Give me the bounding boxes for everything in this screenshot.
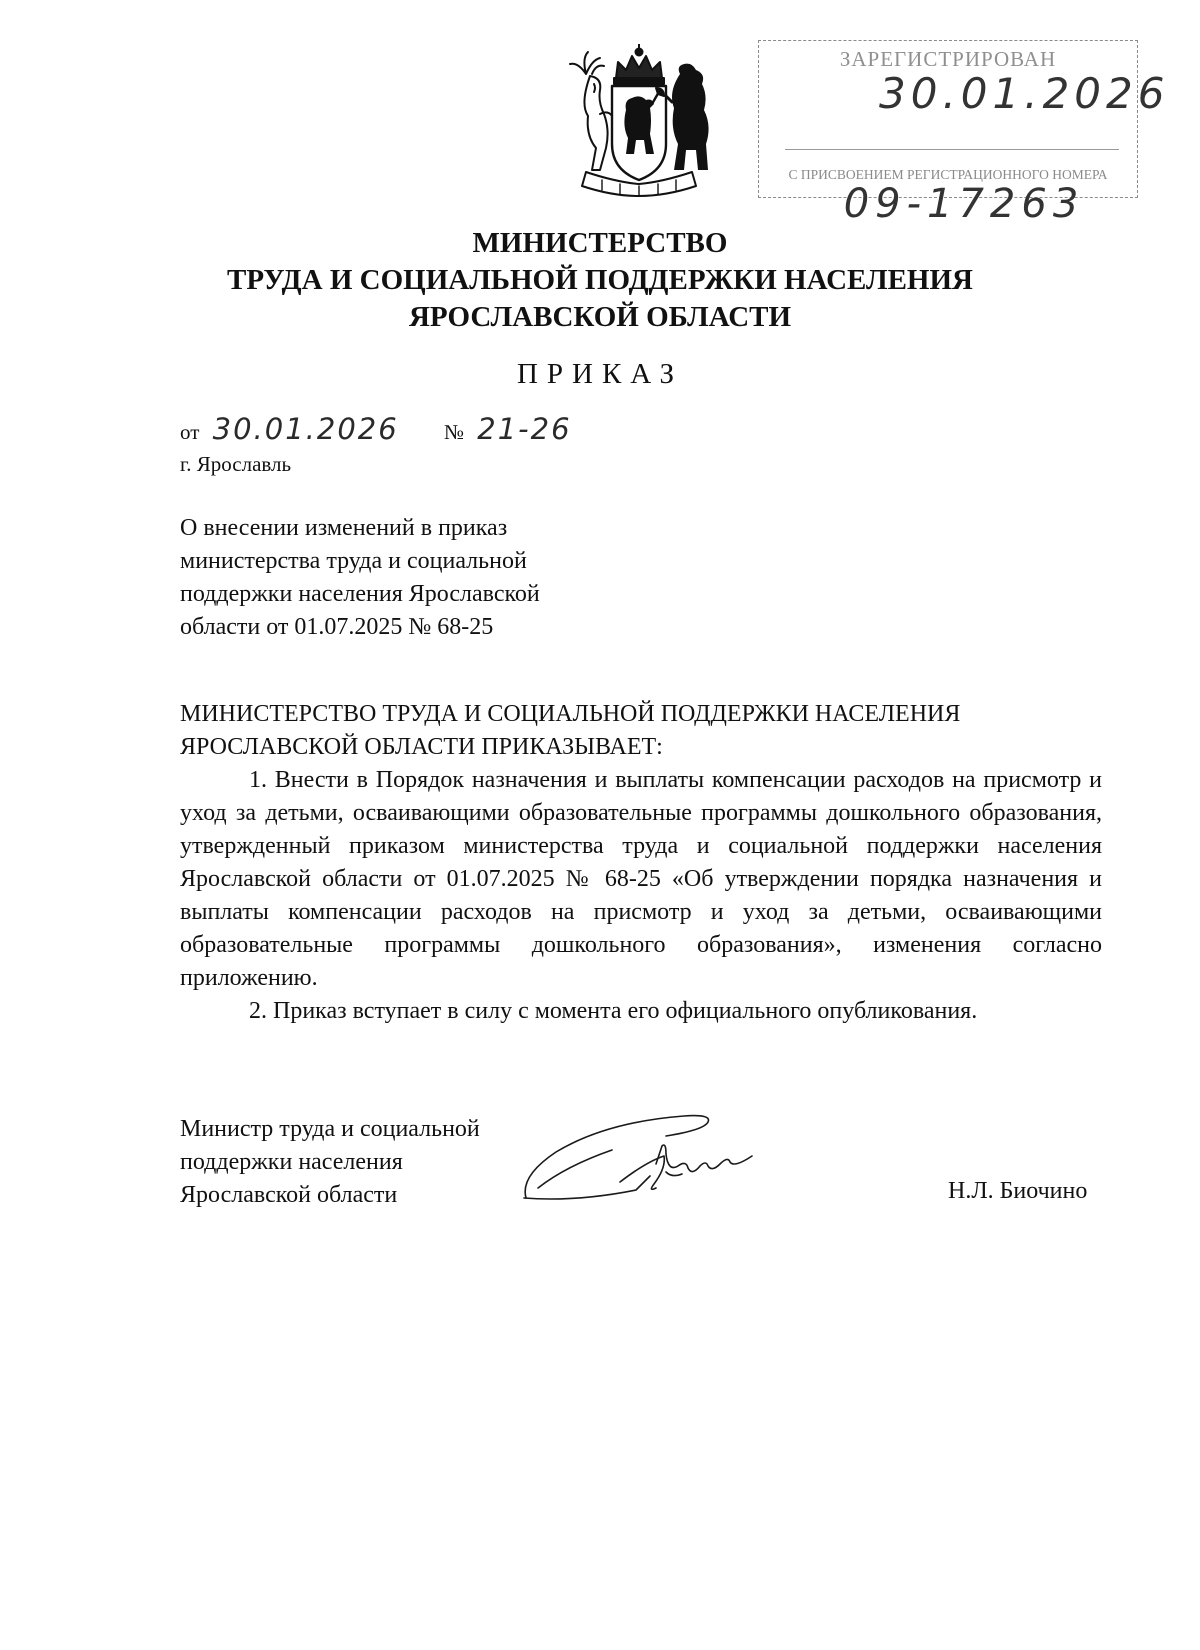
stamp-caption: С ПРИСВОЕНИЕМ РЕГИСТРАЦИОННОГО НОМЕРА <box>788 167 1108 182</box>
subject-line-4: области от 01.07.2025 № 68-25 <box>180 614 494 640</box>
document-type-title: ПРИКАЗ <box>516 358 684 390</box>
ministry-heading <box>0 225 1200 336</box>
order-date: 30.01.2026 <box>212 412 399 446</box>
subject-line-1: О внесении изменений в приказ <box>180 515 508 541</box>
signatory-title-line-2: поддержки населения <box>180 1149 403 1175</box>
subject-line-2: министерства труда и социальной <box>180 548 527 574</box>
order-body <box>180 698 1102 1028</box>
heading-line-3: ЯРОСЛАВСКОЙ ОБЛАСТИ <box>408 301 792 333</box>
stamp-registration-number: 09-17263 <box>843 181 1085 227</box>
handwritten-signature <box>516 1106 776 1216</box>
order-preamble: МИНИСТЕРСТВО ТРУДА И СОЦИАЛЬНОЙ ПОДДЕРЖКИ НАСЕЛЕНИЯ ЯРОСЛАВСКОЙ ОБЛАСТИ ПРИКАЗЫВАЕТ: <box>180 701 961 760</box>
subject-line-3: поддержки населения Ярославской <box>180 581 540 607</box>
signatory-title-line-3: Ярославской области <box>180 1182 398 1208</box>
heading-line-2: ТРУДА И СОЦИАЛЬНОЙ ПОДДЕРЖКИ НАСЕЛЕНИЯ <box>227 264 973 296</box>
stamp-date: 30.01.2026 <box>879 69 1170 118</box>
heading-line-1: МИНИСТЕРСТВО <box>472 227 728 259</box>
order-item-2: 2. Приказ вступает в силу с момента его официального опубликования. <box>249 998 978 1024</box>
order-item-1: 1. Внести в Порядок назначения и выплаты компенсации расходов на присмотр и уход за детьми, осваивающими образовательные программы дошкольного образования, утвержденный приказом министерства труда и социальной поддержки населения Ярославской области от 01.07.2025 № 68-25 «Об утверждении порядка назначения и выплаты компенсации расходов на присмотр и уход за детьми, осваивающими образовательные программы дошкольного образования», изменения согласно приложению. <box>180 767 1102 991</box>
order-subject <box>180 512 660 644</box>
city: г. Ярославль <box>180 452 292 476</box>
registration-stamp <box>758 40 1170 227</box>
signatory-title-line-1: Министр труда и социальной <box>180 1116 480 1142</box>
coat-of-arms-emblem <box>556 44 722 200</box>
signatory-name: Н.Л. Биочино <box>948 1178 1088 1204</box>
stamp-title: ЗАРЕГИСТРИРОВАН <box>839 47 1057 71</box>
number-label: № <box>443 420 464 444</box>
date-label: от <box>180 420 200 444</box>
stamp-divider <box>785 149 1119 150</box>
order-date-number <box>180 412 572 446</box>
order-number: 21-26 <box>477 412 572 446</box>
